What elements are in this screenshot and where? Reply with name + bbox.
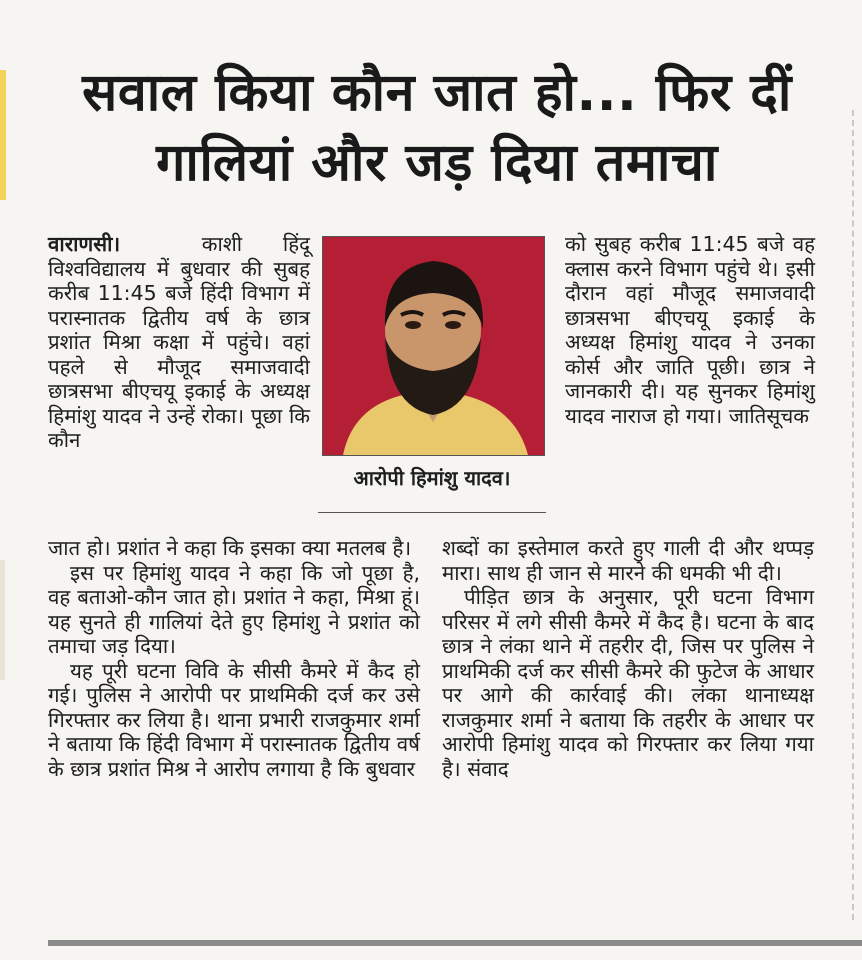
article-column-1-top — [48, 232, 310, 453]
portrait-image — [323, 237, 544, 455]
paragraph — [442, 585, 814, 781]
caption-rule — [318, 512, 546, 513]
article-column-2-bottom — [442, 536, 814, 781]
paragraph: यह पूरी घटना विवि के सीसी कैमरे में कैद हो गई। पुलिस ने आरोपी पर प्राथमिकी दर्ज कर उसे गिरफ्तार कर लिया है। थाना प्रभारी राजकुमार शर्मा ने बताया कि हिंदी विभाग में परास्नातक द्वितीय वर्ष के छात्र प्रशांत मिश्र ने आरोप लगाया है कि बुधवार — [48, 658, 420, 781]
byline: संवाद — [467, 756, 509, 781]
dateline: वाराणसी। — [48, 232, 121, 256]
page-dashed-border — [852, 110, 854, 920]
paragraph: जात हो। प्रशांत ने कहा कि इसका क्या मतलब है। — [48, 536, 412, 560]
margin-shade-strip — [0, 560, 5, 680]
margin-highlight-strip — [0, 70, 6, 200]
photo-caption: आरोपी हिमांशु यादव। — [353, 466, 511, 490]
article-column-1-bottom — [48, 536, 420, 781]
paragraph-text: पीड़ित छात्र के अनुसार, पूरी घटना विभाग परिसर में लगे सीसी कैमरे में कैद है। घटना के बाद छात्र ने लंका थाने में तहरीर दी, जिस पर पुलिस ने प्राथमिकी दर्ज कर सीसी कैमरे की फुटेज के आधार पर आगे की कार्रवाई की। लंका थानाध्यक्ष राजकुमार शर्मा ने बताया कि तहरीर के आधार पर आरोपी हिमांशु यादव को गिरफ्तार कर लिया गया है। — [442, 585, 814, 781]
article-headline: सवाल किया कौन जात हो... फिर दीं गालियां और जड़ दिया तमाचा — [82, 63, 792, 193]
body-text: काशी हिंदू विश्वविद्यालय में बुधवार की सुबह करीब 11:45 बजे हिंदी विभाग में परास्नातक द्वितीय वर्ष के छात्र प्रशांत मिश्रा कक्षा में पहुंचे। वहां पहले से मौजूद समाजवादी छात्रसभा बीएचयू इकाई के अध्यक्ष हिमांशु यादव ने उन्हें रोका। पूछा कि कौन — [48, 232, 310, 452]
footer-rule — [48, 940, 862, 946]
paragraph: शब्दों का इस्तेमाल करते हुए गाली दी और थप्पड़ मारा। साथ ही जान से मारने की धमकी भी दी। — [442, 536, 814, 585]
article-column-2-top — [565, 232, 815, 428]
paragraph: इस पर हिमांशु यादव ने कहा कि जो पूछा है, वह बताओ-कौन जात हो। प्रशांत ने कहा, मिश्रा हूं। यह सुनते ही गालियां देते हुए हिमांशु ने प्रशांत को तमाचा जड़ दिया। — [48, 560, 420, 658]
accused-photo — [322, 236, 545, 456]
body-text: को सुबह करीब 11:45 बजे वह क्लास करने विभाग पहुंचे थे। इसी दौरान वहां मौजूद समाजवादी छात्रसभा बीएचयू इकाई के अध्यक्ष हिमांशु यादव ने उनका कोर्स और जाति पूछी। छात्र ने जानकारी दी। यह सुनकर हिमांशु यादव नाराज हो गया। जातिसूचक — [565, 232, 815, 428]
